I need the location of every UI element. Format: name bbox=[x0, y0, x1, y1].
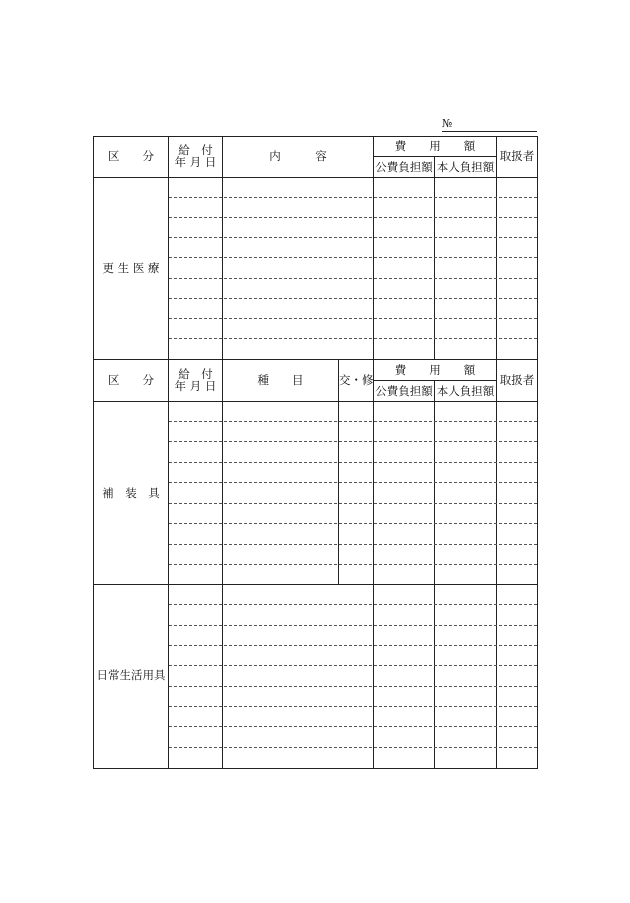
row-label-kosei: 更 生 医 療 bbox=[102, 261, 160, 275]
section-divider-1 bbox=[93, 359, 538, 360]
dashed-row-line bbox=[169, 441, 537, 442]
row-label-nichijo: 日常生活用具 bbox=[96, 668, 166, 682]
header-date-bottom: 年 月 日 bbox=[174, 155, 217, 169]
table-border-bottom bbox=[93, 768, 538, 769]
col-line-public bbox=[434, 178, 435, 359]
header-kubun: 区 分 bbox=[108, 149, 154, 163]
number-label: № bbox=[442, 117, 453, 130]
dashed-row-line bbox=[169, 217, 537, 218]
dashed-row-line bbox=[169, 462, 537, 463]
cost-subheader-line-1 bbox=[373, 156, 497, 157]
dashed-row-line bbox=[169, 523, 537, 524]
dashed-row-line bbox=[169, 604, 537, 605]
dashed-row-line bbox=[169, 278, 537, 279]
header-handler: 取扱者 bbox=[499, 373, 535, 387]
header-kubun: 区 分 bbox=[108, 373, 154, 387]
header-content: 内 容 bbox=[269, 149, 327, 163]
table-border-right bbox=[537, 136, 538, 769]
dashed-row-line bbox=[169, 338, 537, 339]
col-line-exchange bbox=[338, 359, 339, 585]
header-cost: 費 用 額 bbox=[394, 363, 476, 377]
header-self-burden: 本人負担額 bbox=[436, 160, 495, 174]
row-label-hosougu: 補 装 具 bbox=[102, 486, 160, 500]
header-date-top: 給 付 bbox=[178, 367, 213, 381]
header-self-burden: 本人負担額 bbox=[436, 384, 495, 398]
header-public-burden: 公費負担額 bbox=[375, 160, 433, 174]
col-line-public bbox=[434, 380, 435, 769]
dashed-row-line bbox=[169, 665, 537, 666]
header-type: 種 目 bbox=[257, 373, 304, 387]
dashed-row-line bbox=[169, 237, 537, 238]
dashed-row-line bbox=[169, 298, 537, 299]
dashed-row-line bbox=[169, 257, 537, 258]
dashed-row-line bbox=[169, 421, 537, 422]
header-cost: 費 用 額 bbox=[394, 139, 476, 153]
dashed-row-line bbox=[169, 564, 537, 565]
table-border-top bbox=[93, 136, 538, 137]
col-line-kubun bbox=[168, 136, 169, 769]
cost-subheader-line-2 bbox=[373, 380, 497, 381]
col-line-self bbox=[496, 136, 497, 769]
dashed-row-line bbox=[169, 318, 537, 319]
section-divider-2 bbox=[93, 584, 538, 585]
header-exchange-repair: 交・修 bbox=[339, 373, 374, 387]
dashed-row-line bbox=[169, 726, 537, 727]
dashed-row-line bbox=[169, 544, 537, 545]
header-public-burden: 公費負担額 bbox=[375, 384, 433, 398]
header-handler: 取扱者 bbox=[499, 149, 535, 163]
dashed-row-line bbox=[169, 503, 537, 504]
header-date-top: 給 付 bbox=[178, 143, 213, 157]
col-line-date bbox=[222, 136, 223, 769]
col-line-content bbox=[373, 136, 374, 769]
header-divider-1 bbox=[93, 177, 538, 178]
dashed-row-line bbox=[169, 686, 537, 687]
header-divider-2 bbox=[93, 401, 538, 402]
dashed-row-line bbox=[169, 482, 537, 483]
dashed-row-line bbox=[169, 625, 537, 626]
header-date-bottom: 年 月 日 bbox=[174, 379, 217, 393]
dashed-row-line bbox=[169, 197, 537, 198]
dashed-row-line bbox=[169, 747, 537, 748]
dashed-row-line bbox=[169, 706, 537, 707]
dashed-row-line bbox=[169, 645, 537, 646]
